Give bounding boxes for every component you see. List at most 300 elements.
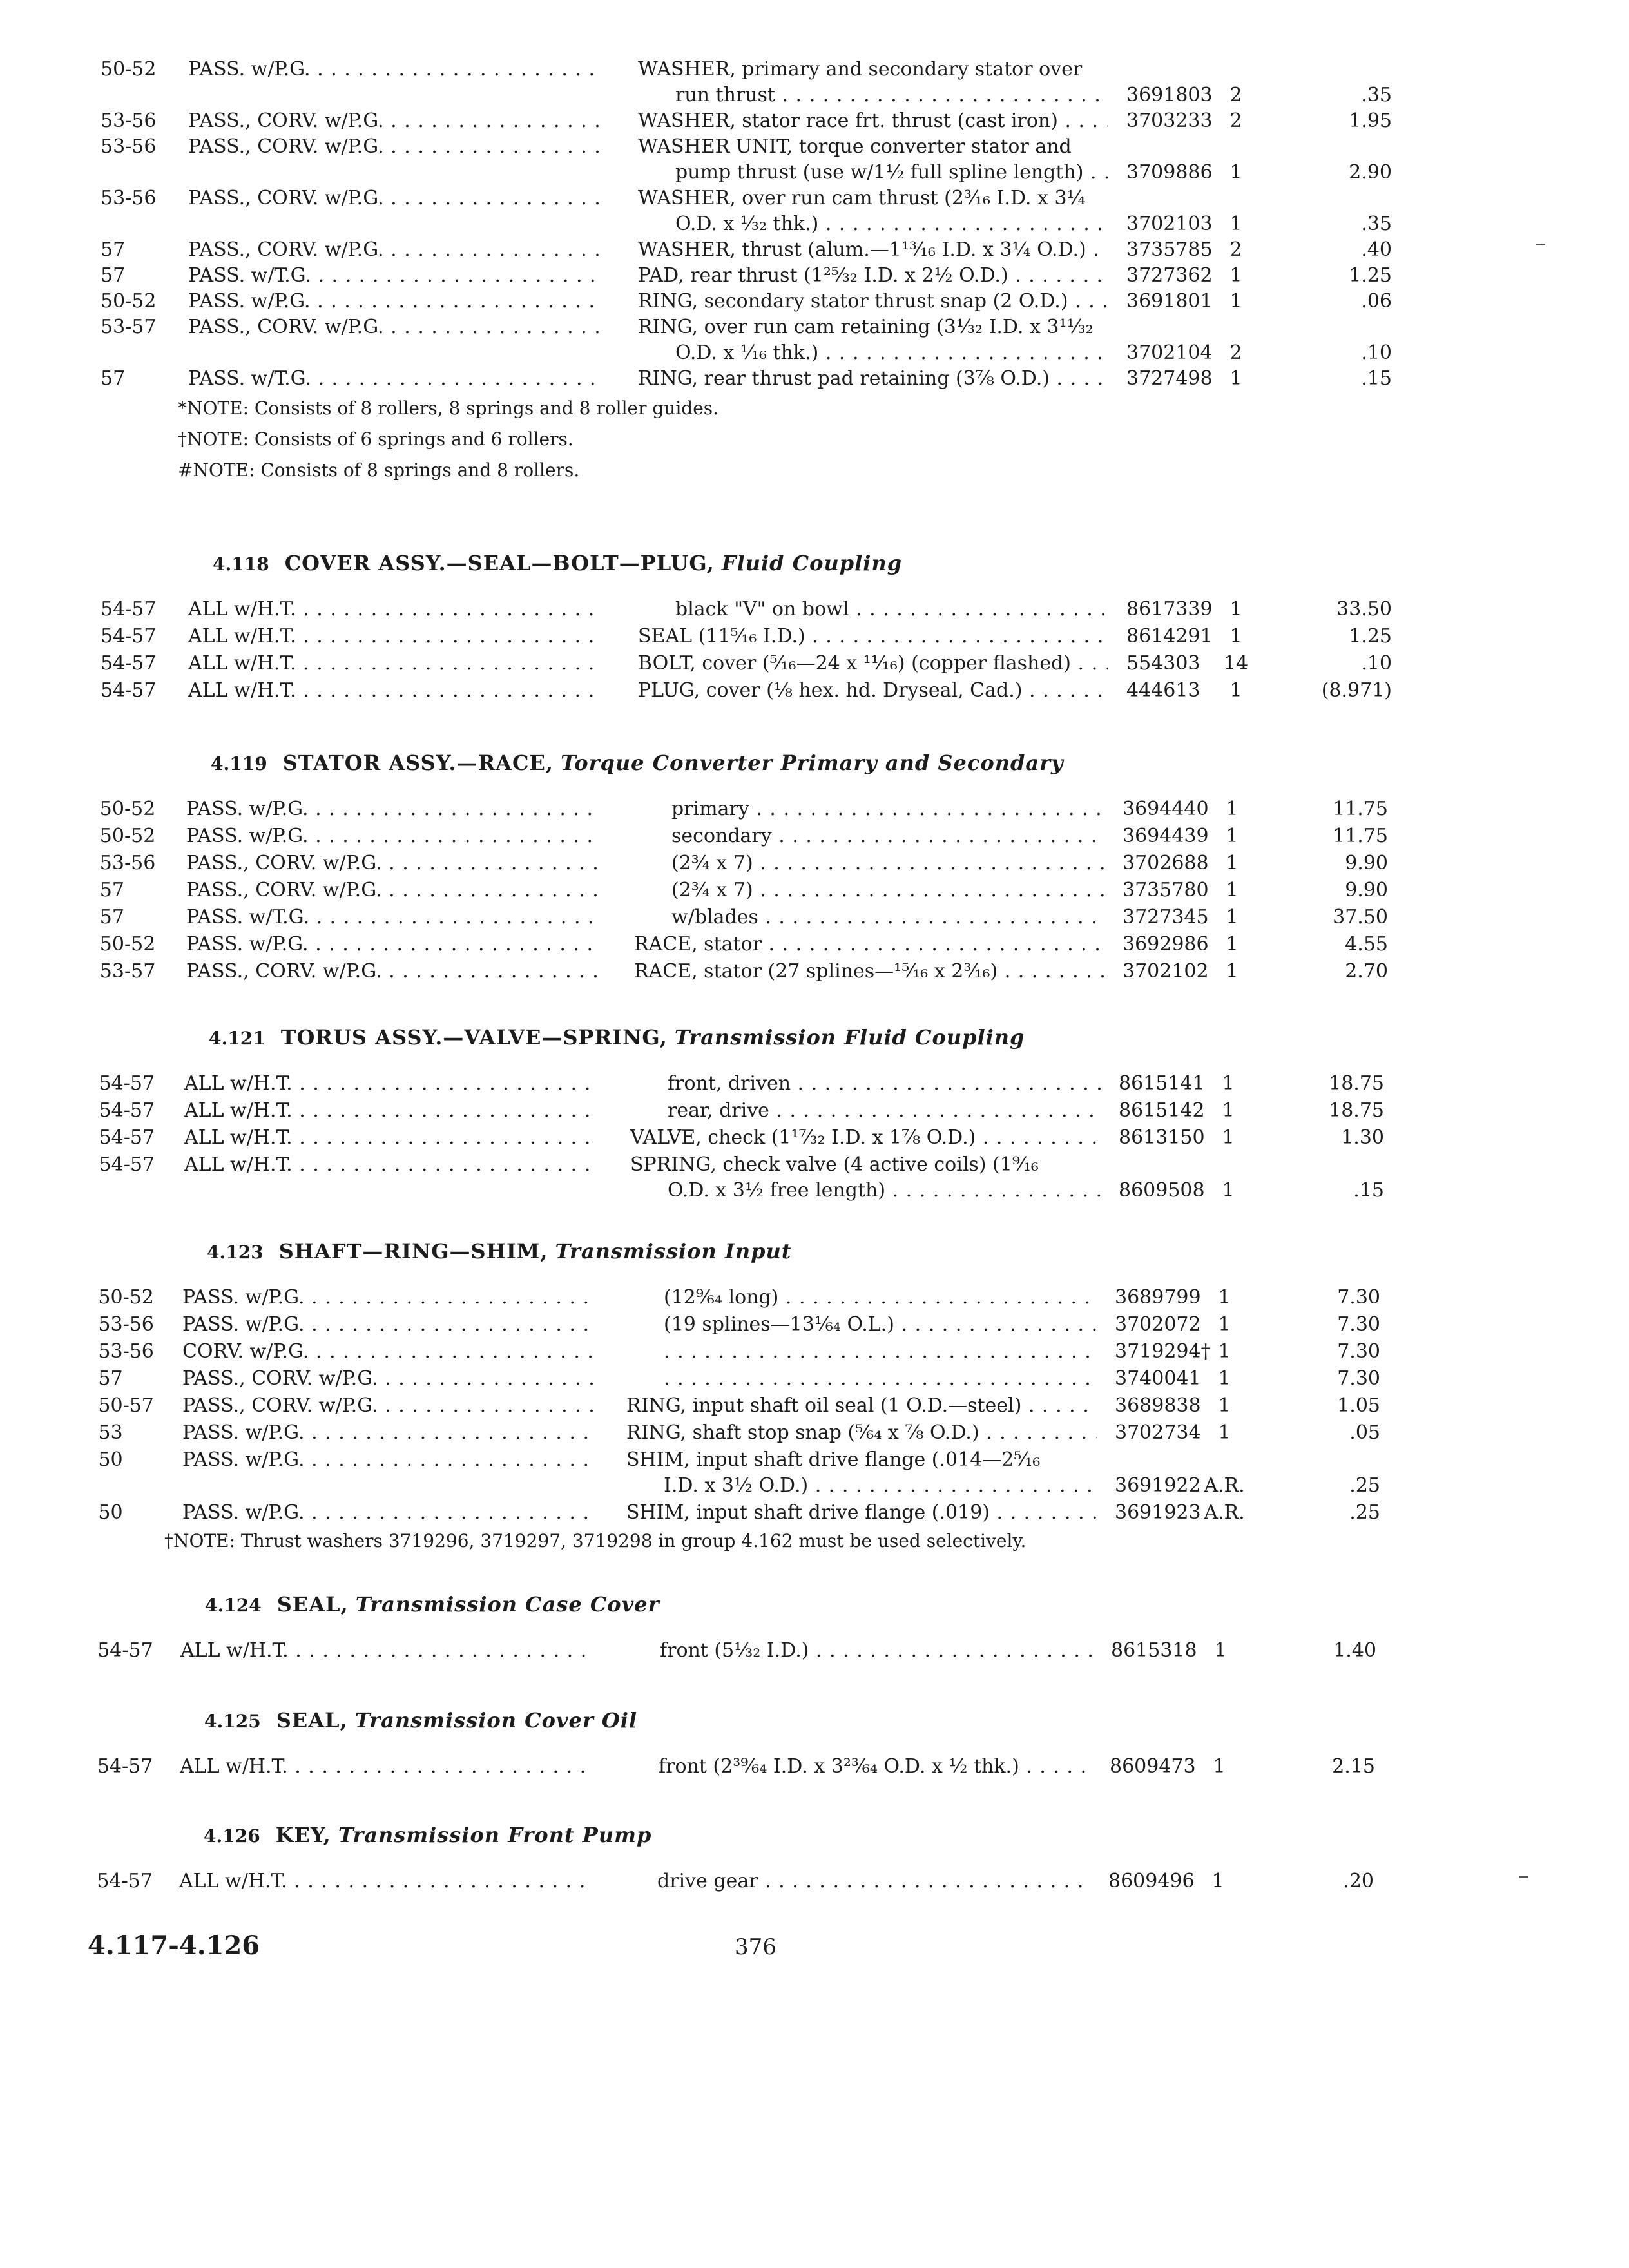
- section-heading: [205, 1590, 659, 1619]
- model-application: [188, 624, 601, 649]
- model-application: [188, 366, 601, 392]
- list-price: .06: [1361, 290, 1392, 312]
- description-text: (12⁹⁄₆₄ long): [664, 1286, 779, 1309]
- model-year: 54-57: [97, 1639, 153, 1662]
- list-price: 37.50: [1333, 906, 1388, 928]
- table-row-continuation: [0, 340, 1629, 366]
- section-subtitle: Transmission Fluid Coupling: [674, 1025, 1025, 1050]
- part-description: [664, 1339, 1097, 1365]
- part-description: [660, 1638, 1093, 1664]
- model-application: [182, 1339, 595, 1365]
- table-row: [0, 289, 1629, 314]
- part-description: [638, 186, 1108, 211]
- model-text: PASS., CORV. w/P.G.: [186, 852, 382, 874]
- list-price: 1.25: [1349, 264, 1392, 287]
- part-description: [638, 651, 1108, 677]
- part-number: 3689838: [1115, 1394, 1201, 1417]
- part-description: [638, 366, 1108, 392]
- model-text: ALL w/H.T.: [184, 1099, 293, 1122]
- model-application: [188, 237, 601, 263]
- part-number: 3702102: [1123, 960, 1209, 983]
- part-description: [675, 597, 1108, 622]
- part-number: 3735785: [1126, 238, 1213, 261]
- model-year: 54-57: [101, 652, 157, 675]
- model-text: PASS. w/P.G.: [186, 798, 309, 820]
- quantity: A.R.: [1204, 1474, 1245, 1497]
- table-row: [0, 878, 1629, 903]
- list-price: 9.90: [1345, 879, 1388, 901]
- table-row: [0, 850, 1629, 876]
- section-number: 4.119: [211, 753, 267, 774]
- table-row: [0, 1125, 1629, 1151]
- model-year: 53-56: [101, 110, 157, 132]
- list-price: .35: [1361, 84, 1392, 106]
- part-description: [664, 1473, 1097, 1499]
- table-row: [0, 1500, 1629, 1526]
- model-text: PASS., CORV. w/P.G.: [188, 238, 384, 261]
- part-description: [634, 932, 1104, 957]
- section-number: 4.121: [209, 1028, 265, 1049]
- part-number: 8615318: [1111, 1639, 1197, 1662]
- quantity: 1: [1218, 1286, 1231, 1309]
- description-text: RING, secondary stator thrust snap (2 O.D.): [638, 290, 1068, 312]
- quantity: 1: [1218, 1421, 1231, 1444]
- list-price: 1.25: [1349, 625, 1392, 648]
- part-number: 3691801: [1126, 290, 1213, 312]
- section-number: 4.126: [204, 1825, 260, 1847]
- model-application: [184, 1071, 597, 1097]
- part-number: 3694439: [1123, 825, 1209, 847]
- part-number: 8609496: [1108, 1870, 1195, 1892]
- part-description: [626, 1447, 1097, 1473]
- quantity: 14: [1223, 652, 1249, 675]
- list-price: 2.90: [1349, 161, 1392, 184]
- model-text: CORV. w/P.G.: [182, 1340, 309, 1363]
- description-text: WASHER UNIT, torque converter stator and: [638, 135, 1072, 158]
- table-row: [0, 624, 1629, 649]
- model-text: ALL w/H.T.: [188, 652, 296, 675]
- model-application: [188, 57, 601, 82]
- model-year: 53-57: [101, 316, 157, 338]
- model-text: PASS. w/P.G.: [188, 58, 311, 81]
- description-text: (2¾ x 7): [671, 852, 753, 874]
- description-text: RING, rear thrust pad retaining (3⅞ O.D.): [638, 367, 1050, 390]
- description-text: RING, shaft stop snap (⁵⁄₆₄ x ⅞ O.D.): [626, 1421, 979, 1444]
- part-description: [638, 237, 1108, 263]
- part-description: [675, 211, 1108, 237]
- table-row: [0, 1638, 1629, 1664]
- description-text: SHIM, input shaft drive flange (.014—2⁵⁄₁₆: [626, 1448, 1041, 1471]
- part-number: 3691922: [1115, 1474, 1201, 1497]
- model-year: 50-52: [99, 825, 156, 847]
- list-price: 33.50: [1336, 598, 1392, 620]
- section-title: STATOR ASSY.—RACE,: [282, 751, 554, 775]
- section-subtitle: Fluid Coupling: [721, 551, 903, 575]
- list-price: .20: [1343, 1870, 1374, 1892]
- model-text: PASS., CORV. w/P.G.: [182, 1394, 378, 1417]
- model-application: [184, 1098, 597, 1124]
- list-price: .10: [1361, 341, 1392, 364]
- part-number: 8609508: [1119, 1179, 1205, 1202]
- model-year: 50-52: [99, 933, 156, 956]
- part-description: [671, 823, 1104, 849]
- part-description: [657, 1869, 1090, 1894]
- model-application: [186, 850, 599, 876]
- model-year: 50-52: [101, 290, 157, 312]
- description-text: drive gear: [657, 1870, 758, 1892]
- part-number: 3727345: [1123, 906, 1209, 928]
- quantity: 1: [1222, 1099, 1235, 1122]
- scan-mark: [1536, 244, 1545, 245]
- description-text: VALVE, check (1¹⁷⁄₃₂ I.D. x 1⅞ O.D.): [630, 1126, 976, 1149]
- list-price: .35: [1361, 213, 1392, 235]
- quantity: 1: [1222, 1072, 1235, 1095]
- model-year: 50-52: [98, 1286, 154, 1309]
- model-year: 54-57: [99, 1099, 155, 1122]
- table-row: [0, 1152, 1629, 1178]
- table-row: [0, 1312, 1629, 1338]
- model-year: 50-52: [99, 798, 156, 820]
- section-title: SHAFT—RING—SHIM,: [278, 1239, 548, 1264]
- model-text: PASS. w/T.G.: [188, 264, 312, 287]
- quantity: 1: [1226, 960, 1239, 983]
- model-text: PASS. w/P.G.: [186, 933, 309, 956]
- model-text: PASS., CORV. w/P.G.: [186, 960, 382, 983]
- model-application: [179, 1869, 592, 1894]
- table-row: [0, 314, 1629, 340]
- quantity: 1: [1229, 290, 1242, 312]
- list-price: .40: [1361, 238, 1392, 261]
- part-description: [659, 1754, 1092, 1780]
- list-price: 11.75: [1333, 825, 1388, 847]
- quantity: 2: [1229, 341, 1242, 364]
- section-subtitle: Transmission Cover Oil: [354, 1708, 638, 1733]
- model-application: [184, 1152, 597, 1178]
- section-number: 4.118: [213, 553, 269, 575]
- quantity: 1: [1229, 264, 1242, 287]
- model-text: ALL w/H.T.: [188, 625, 296, 648]
- part-description: [668, 1071, 1101, 1097]
- part-description: [664, 1312, 1097, 1338]
- model-text: ALL w/H.T.: [188, 598, 296, 620]
- table-row-continuation: [0, 160, 1629, 186]
- table-row: [0, 1447, 1629, 1473]
- model-year: 57: [99, 906, 124, 928]
- section-heading: [213, 549, 902, 577]
- part-number: 3691803: [1126, 84, 1213, 106]
- list-price: 7.30: [1337, 1286, 1380, 1309]
- quantity: 1: [1218, 1367, 1231, 1390]
- part-description: [675, 160, 1108, 186]
- list-price: 9.90: [1345, 852, 1388, 874]
- model-year: 54-57: [101, 625, 157, 648]
- model-year: 53-56: [101, 187, 157, 209]
- part-description: [668, 1178, 1101, 1204]
- part-number: 8615142: [1119, 1099, 1205, 1122]
- model-year: 54-57: [99, 1072, 155, 1095]
- description-text: RACE, stator (27 splines—¹⁵⁄₁₆ x 2³⁄₁₆): [634, 960, 998, 983]
- model-application: [182, 1447, 595, 1473]
- model-year: 53-57: [99, 960, 156, 983]
- section-number: 4.124: [205, 1595, 262, 1616]
- list-price: .15: [1353, 1179, 1384, 1202]
- part-description: [664, 1285, 1097, 1311]
- table-row: [0, 1339, 1629, 1365]
- list-price: 1.40: [1333, 1639, 1376, 1662]
- model-application: [186, 796, 599, 822]
- part-number: 3689799: [1115, 1286, 1201, 1309]
- part-number: 3702688: [1123, 852, 1209, 874]
- part-description: [634, 959, 1104, 985]
- group-range: 4.117-4.126: [88, 1930, 260, 1961]
- section-heading: [209, 1023, 1025, 1052]
- part-number: 8614291: [1126, 625, 1213, 648]
- section-title: SEAL,: [276, 1592, 349, 1617]
- page-number: 376: [735, 1934, 776, 1960]
- description-text: (2¾ x 7): [671, 879, 753, 901]
- description-text: O.D. x 3½ free length): [668, 1179, 886, 1202]
- model-application: [186, 959, 599, 985]
- quantity: 1: [1211, 1870, 1224, 1892]
- section-heading: [211, 749, 1064, 777]
- model-year: 57: [101, 367, 126, 390]
- part-number: 8617339: [1126, 598, 1213, 620]
- model-year: 57: [98, 1367, 123, 1390]
- description-text: RING, input shaft oil seal (1 O.D.—steel): [626, 1394, 1022, 1417]
- model-year: 54-57: [101, 598, 157, 620]
- list-price: 2.15: [1332, 1755, 1375, 1778]
- quantity: 1: [1218, 1394, 1231, 1417]
- model-year: 53-56: [98, 1313, 154, 1336]
- part-description: [638, 57, 1108, 82]
- model-year: 57: [101, 264, 126, 287]
- model-year: 50-57: [98, 1394, 154, 1417]
- description-text: SPRING, check valve (4 active coils) (1⁹⁄₁₆: [630, 1153, 1039, 1176]
- footnote: #NOTE: Consists of 8 springs and 8 rollers.: [178, 459, 580, 481]
- part-number: 3703233: [1126, 110, 1213, 132]
- description-text: O.D. x ⅟₁₆ thk.): [675, 341, 819, 364]
- quantity: 1: [1218, 1340, 1231, 1363]
- section-heading: [204, 1706, 637, 1735]
- table-row: [0, 1366, 1629, 1392]
- part-description: [638, 108, 1108, 134]
- quantity: 1: [1226, 852, 1239, 874]
- model-year: 54-57: [97, 1870, 153, 1892]
- model-text: ALL w/H.T.: [180, 1755, 288, 1778]
- table-row: [0, 651, 1629, 677]
- model-application: [184, 1125, 597, 1151]
- quantity: 2: [1229, 110, 1242, 132]
- list-price: 4.55: [1345, 933, 1388, 956]
- table-row: [0, 57, 1629, 82]
- model-text: PASS. w/P.G.: [182, 1313, 305, 1336]
- model-text: PASS., CORV. w/P.G.: [182, 1367, 378, 1390]
- model-text: PASS., CORV. w/P.G.: [188, 110, 384, 132]
- model-application: [188, 263, 601, 289]
- model-application: [182, 1366, 595, 1392]
- list-price: 1.95: [1349, 110, 1392, 132]
- table-row: [0, 905, 1629, 930]
- model-text: PASS., CORV. w/P.G.: [186, 879, 382, 901]
- section-title: SEAL,: [276, 1708, 348, 1733]
- list-price: (8.971): [1321, 679, 1392, 702]
- model-application: [182, 1312, 595, 1338]
- list-price: 1.30: [1341, 1126, 1384, 1149]
- model-text: ALL w/H.T.: [179, 1870, 287, 1892]
- model-application: [182, 1500, 595, 1526]
- section-subtitle: Transmission Front Pump: [338, 1823, 652, 1847]
- part-description: [638, 289, 1108, 314]
- description-text: WASHER, stator race frt. thrust (cast iron): [638, 110, 1058, 132]
- quantity: 1: [1213, 1755, 1226, 1778]
- model-text: PASS. w/P.G.: [182, 1286, 305, 1309]
- quantity: 1: [1229, 625, 1242, 648]
- table-row: [0, 1754, 1629, 1780]
- quantity: A.R.: [1204, 1501, 1245, 1524]
- description-text: PLUG, cover (⅛ hex. hd. Dryseal, Cad.): [638, 679, 1023, 702]
- quantity: 1: [1229, 161, 1242, 184]
- model-application: [182, 1393, 595, 1419]
- part-description: [638, 134, 1108, 160]
- description-text: (19 splines—13¹⁄₆₄ O.L.): [664, 1313, 895, 1336]
- table-row-continuation: [0, 211, 1629, 237]
- description-text: front (2³⁹⁄₆₄ I.D. x 3²³⁄₆₄ O.D. x ½ thk.): [659, 1755, 1019, 1778]
- section-heading: [204, 1821, 651, 1849]
- table-row: [0, 186, 1629, 211]
- part-number: 3702072: [1115, 1313, 1201, 1336]
- section-number: 4.123: [207, 1242, 264, 1263]
- scan-mark: [1519, 1876, 1528, 1878]
- table-row: [0, 796, 1629, 822]
- model-year: 50: [98, 1501, 123, 1524]
- model-text: ALL w/H.T.: [180, 1639, 289, 1662]
- section-subtitle: Transmission Case Cover: [355, 1592, 660, 1617]
- table-row: [0, 237, 1629, 263]
- description-text: front, driven: [668, 1072, 791, 1095]
- description-text: RING, over run cam retaining (3⅓₂ I.D. x 3¹¹⁄₃₂: [638, 316, 1094, 338]
- part-description: [671, 878, 1104, 903]
- description-text: SHIM, input shaft drive flange (.019): [626, 1501, 990, 1524]
- model-year: 57: [101, 238, 126, 261]
- part-number: 3709886: [1126, 161, 1213, 184]
- quantity: 1: [1229, 679, 1242, 702]
- part-description: [638, 678, 1108, 704]
- table-row: [0, 597, 1629, 622]
- description-text: WASHER, primary and secondary stator over: [638, 58, 1083, 81]
- table-row: [0, 134, 1629, 160]
- description-text: run thrust: [675, 84, 776, 106]
- table-row-continuation: [0, 82, 1629, 108]
- part-description: [626, 1393, 1097, 1419]
- table-row: [0, 1420, 1629, 1446]
- list-price: .25: [1349, 1474, 1380, 1497]
- part-number: 3740041: [1115, 1367, 1201, 1390]
- list-price: 18.75: [1329, 1072, 1384, 1095]
- part-description: [671, 796, 1104, 822]
- list-price: .10: [1361, 652, 1392, 675]
- model-application: [180, 1754, 592, 1780]
- part-number: 3702103: [1126, 213, 1213, 235]
- list-price: 7.30: [1337, 1340, 1380, 1363]
- description-text: SEAL (11⁵⁄₁₆ I.D.): [638, 625, 805, 648]
- model-year: 54-57: [99, 1126, 155, 1149]
- table-row: [0, 366, 1629, 392]
- model-text: PASS. w/T.G.: [188, 367, 312, 390]
- model-application: [188, 289, 601, 314]
- model-text: PASS. w/P.G.: [186, 825, 309, 847]
- quantity: 1: [1226, 933, 1239, 956]
- list-price: .25: [1349, 1501, 1380, 1524]
- description-text: rear, drive: [668, 1099, 769, 1122]
- model-year: 50: [98, 1448, 123, 1471]
- model-application: [188, 314, 601, 340]
- table-row-continuation: [0, 1178, 1629, 1204]
- model-application: [188, 651, 601, 677]
- quantity: 1: [1222, 1179, 1235, 1202]
- model-application: [182, 1420, 595, 1446]
- part-description: [626, 1420, 1097, 1446]
- model-application: [186, 823, 599, 849]
- part-description: [630, 1125, 1101, 1151]
- table-row: [0, 263, 1629, 289]
- list-price: 18.75: [1329, 1099, 1384, 1122]
- list-price: 7.30: [1337, 1313, 1380, 1336]
- part-number: 8609473: [1110, 1755, 1196, 1778]
- part-number: 3691923: [1115, 1501, 1201, 1524]
- list-price: 7.30: [1337, 1367, 1380, 1390]
- section-subtitle: Transmission Input: [555, 1239, 792, 1264]
- list-price: .15: [1361, 367, 1392, 390]
- footnote: †NOTE: Thrust washers 3719296, 3719297, 3719298 in group 4.162 must be used selectively.: [164, 1530, 1027, 1552]
- list-price: 11.75: [1333, 798, 1388, 820]
- list-price: .05: [1349, 1421, 1380, 1444]
- part-number: 3727362: [1126, 264, 1213, 287]
- model-text: ALL w/H.T.: [184, 1153, 293, 1176]
- model-application: [186, 878, 599, 903]
- part-number: 3702734: [1115, 1421, 1201, 1444]
- quantity: 1: [1226, 798, 1239, 820]
- model-application: [186, 905, 599, 930]
- quantity: 1: [1218, 1313, 1231, 1336]
- part-number: 3735780: [1123, 879, 1209, 901]
- part-description: [675, 340, 1108, 366]
- table-row: [0, 1098, 1629, 1124]
- quantity: 1: [1226, 906, 1239, 928]
- description-text: primary: [671, 798, 749, 820]
- part-description: [638, 263, 1108, 289]
- quantity: 2: [1229, 238, 1242, 261]
- part-description: [638, 624, 1108, 649]
- quantity: 1: [1229, 213, 1242, 235]
- quantity: 1: [1226, 879, 1239, 901]
- description-text: front (5⅟₃₂ I.D.): [660, 1639, 809, 1662]
- part-number: 3694440: [1123, 798, 1209, 820]
- part-number: 8615141: [1119, 1072, 1205, 1095]
- model-application: [188, 134, 601, 160]
- model-text: ALL w/H.T.: [184, 1126, 293, 1149]
- part-description: [671, 850, 1104, 876]
- footnote: †NOTE: Consists of 6 springs and 6 rollers.: [178, 428, 574, 450]
- part-number: 3692986: [1123, 933, 1209, 956]
- model-application: [180, 1638, 593, 1664]
- section-title: COVER ASSY.—SEAL—BOLT—PLUG,: [284, 551, 715, 575]
- section-number: 4.125: [204, 1711, 261, 1732]
- model-text: PASS., CORV. w/P.G.: [188, 187, 384, 209]
- quantity: 1: [1229, 367, 1242, 390]
- table-row: [0, 1071, 1629, 1097]
- model-year: 53-56: [98, 1340, 154, 1363]
- model-application: [188, 678, 601, 704]
